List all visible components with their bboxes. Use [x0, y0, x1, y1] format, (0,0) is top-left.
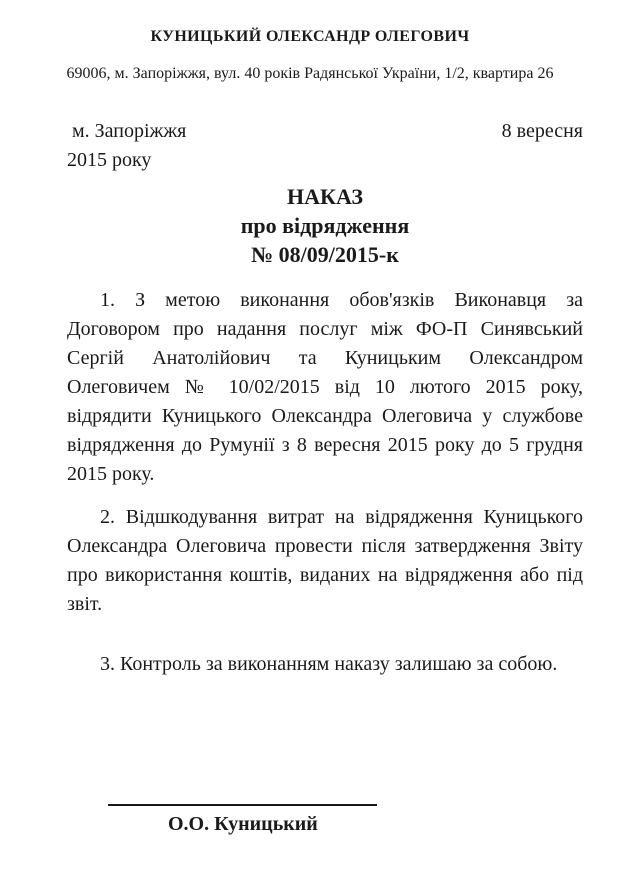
- letterhead-name: КУНИЦЬКИЙ ОЛЕКСАНДР ОЛЕГОВИЧ: [150, 28, 470, 45]
- dateline-city: м. Запоріжжя: [72, 120, 187, 143]
- signatory-name: О.О. Куницький: [168, 813, 318, 836]
- letterhead-address: 69006, м. Запоріжжя, вул. 40 років Радянської України, 1/2, квартира 26: [66, 65, 554, 83]
- letterhead: [0, 0, 620, 83]
- dateline-row: [67, 117, 583, 146]
- signature-block: [67, 804, 583, 835]
- signature-line: [108, 804, 377, 806]
- order-paragraph-3: 3. Контроль за виконанням наказу залишаю за собою.: [100, 653, 558, 676]
- order-number: № 08/09/2015-к: [251, 242, 399, 268]
- order-title: НАКАЗ: [287, 184, 363, 210]
- dateline-date-wrap: 2015 року: [67, 149, 152, 172]
- order-title-block: [67, 182, 583, 269]
- dateline-date-start: 8 вересня: [501, 120, 583, 143]
- order-paragraph-1: 1. З метою виконання обов'язків Виконавця за Договором про надання послуг між ФО-П Синявський Сергій Анатолійович та Куницьким Олександром Олеговичем № 10/02/2015 від 10 лютого 2015 року, відрядити Куницького Олександра Олеговича у службове відрядження до Румунії з 8 вересня 2015 року до 5 грудня 2015 року.: [67, 289, 583, 486]
- dateline: [67, 117, 583, 175]
- order-paragraph-2: 2. Відшкодування витрат на відрядження Куницького Олександра Олеговича провести після затвердження Звіту про використання коштів, виданих на відрядження або під звіт.: [67, 506, 583, 616]
- order-subtitle: про відрядження: [240, 213, 410, 239]
- order-body: [67, 286, 583, 679]
- document-content: [0, 117, 620, 835]
